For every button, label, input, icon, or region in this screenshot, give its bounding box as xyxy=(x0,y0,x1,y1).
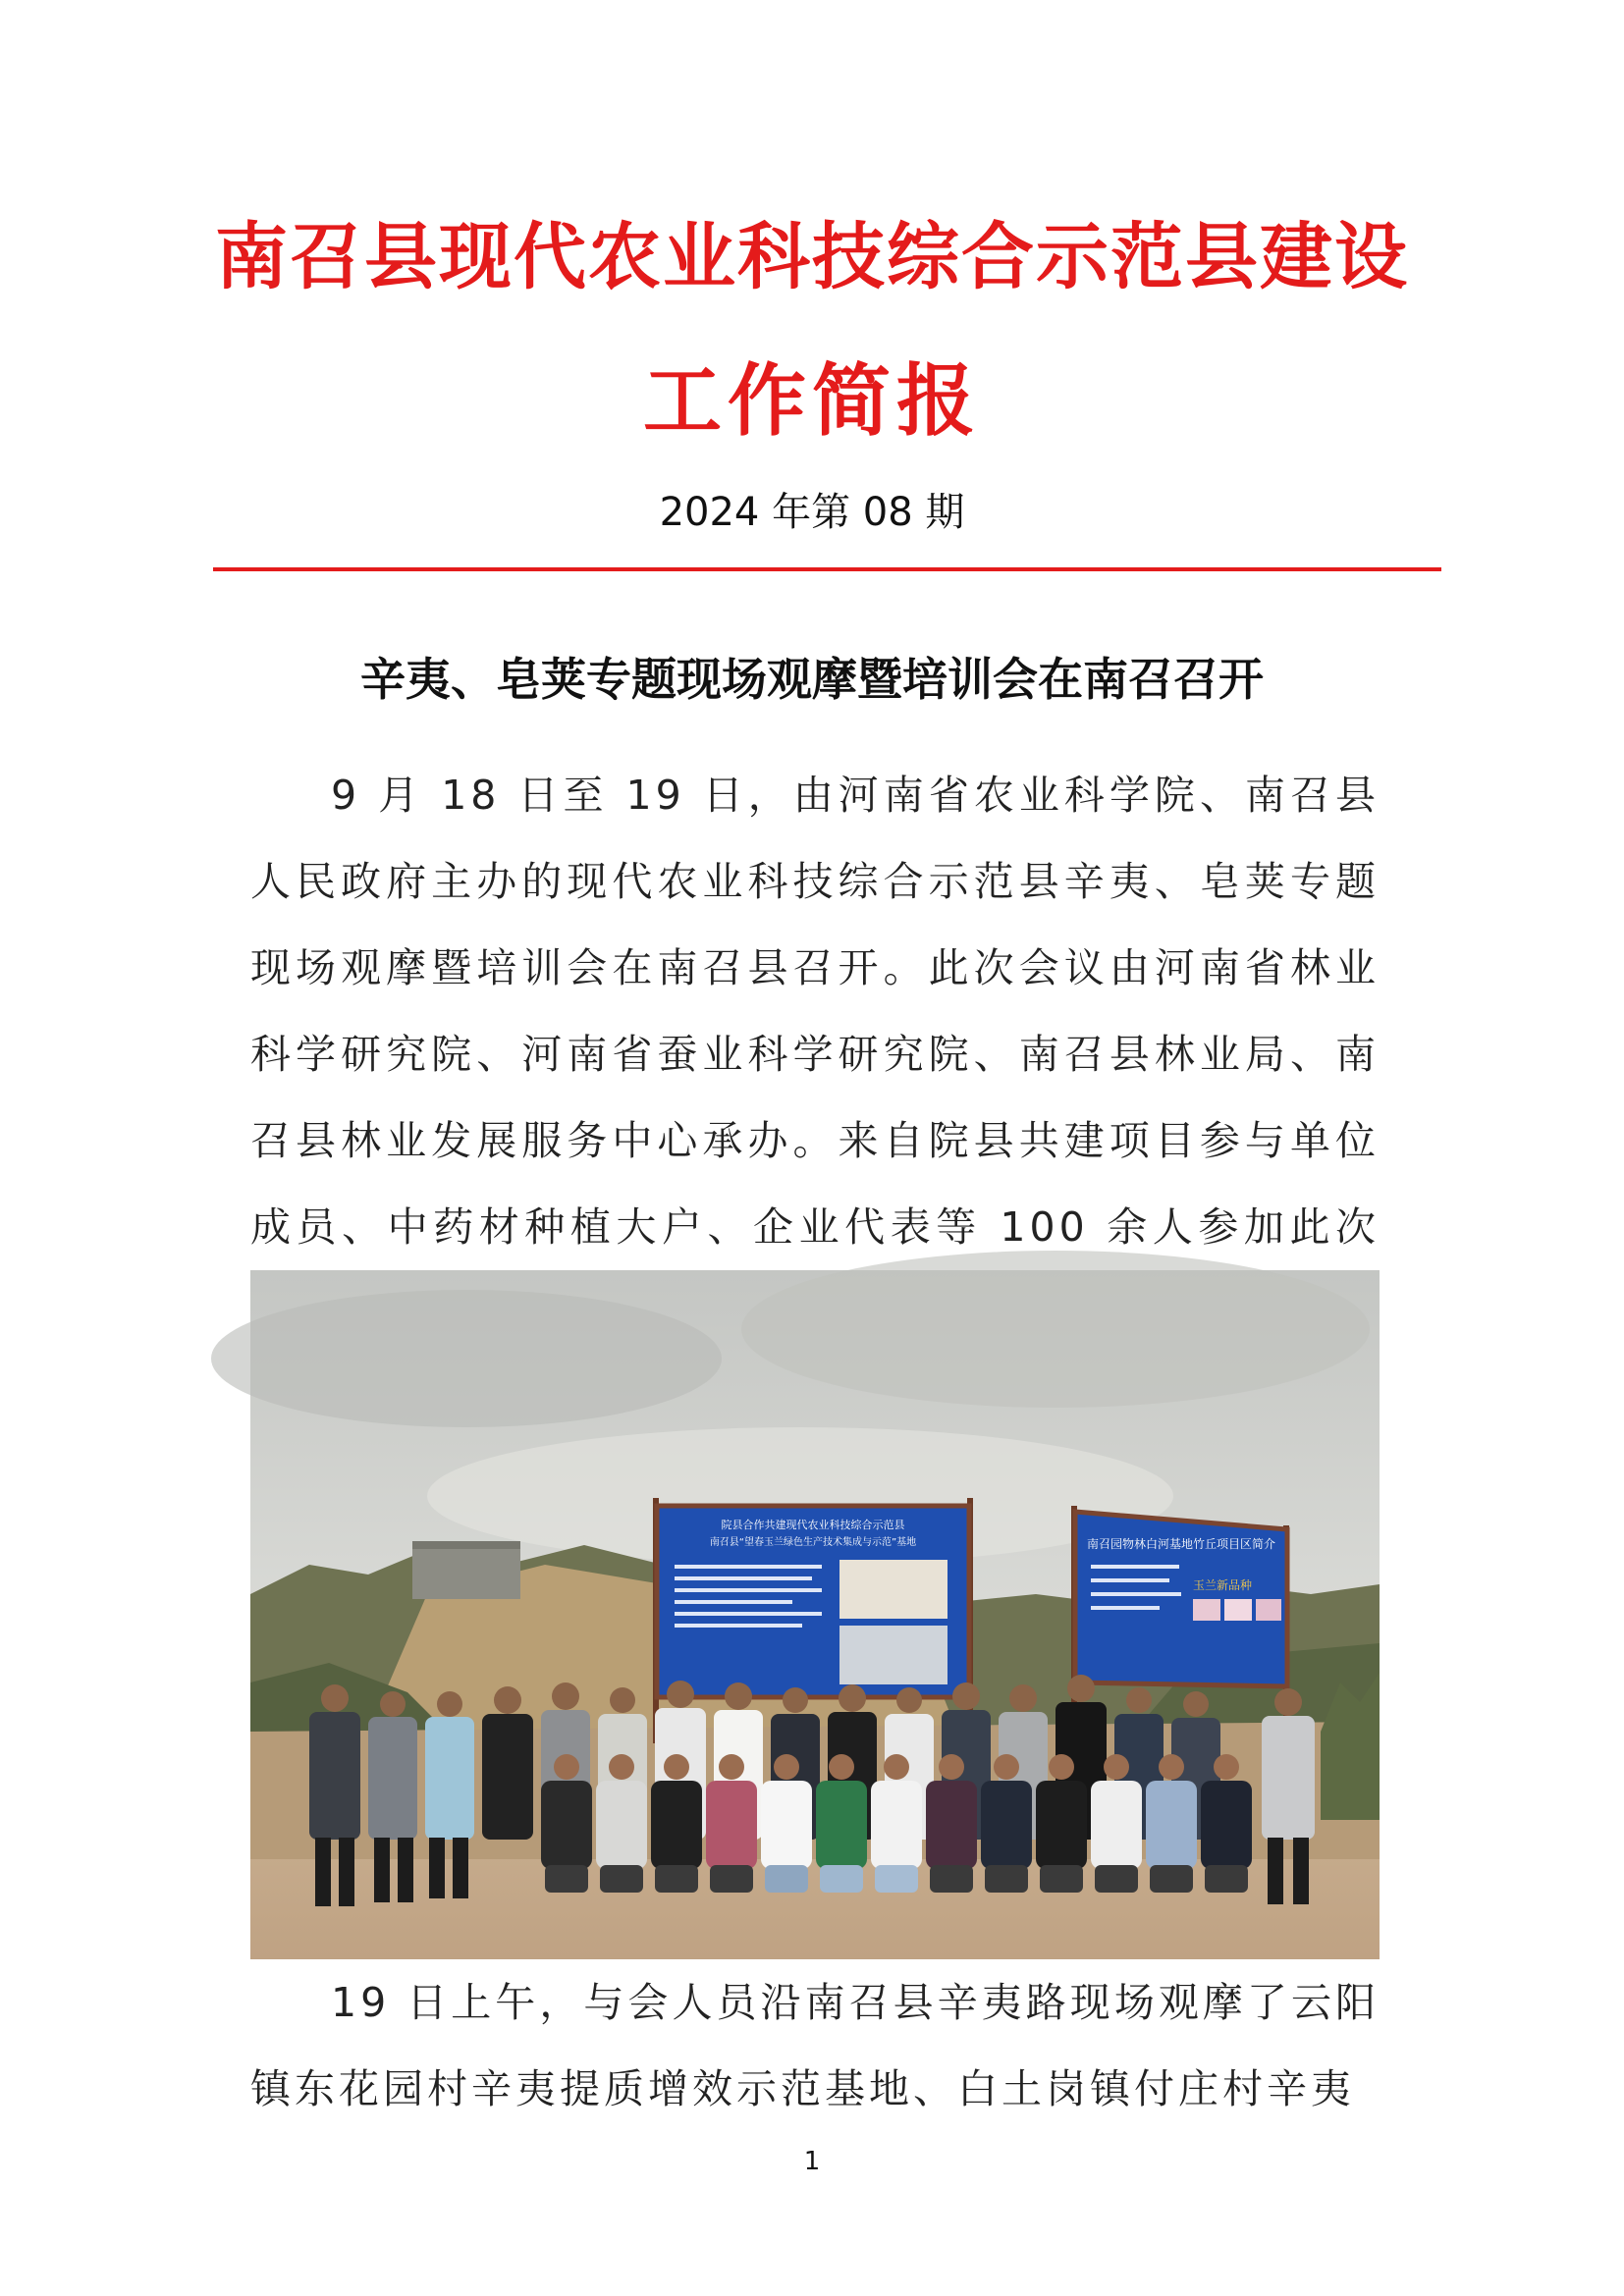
sign-right-title: 南召园物林白河基地竹丘项目区简介 xyxy=(1086,1537,1276,1551)
issue-number: 2024 年第 08 期 xyxy=(659,490,965,535)
masthead-divider xyxy=(213,567,1441,571)
article-paragraph-2: 19 日上午，与会人员沿南召县辛夷路现场观摩了云阳镇东花园村辛夷提质增效示范基地、白土岗镇付庄村辛夷 xyxy=(250,1979,1380,2112)
sign-left-line1: 院县合作共建现代农业科技综合示范县 xyxy=(721,1519,905,1531)
masthead-subtitle: 工作简报 xyxy=(643,354,981,447)
article-headline: 辛夷、皂荚专题现场观摩暨培训会在南召召开 xyxy=(360,653,1264,706)
sign-right-subtitle: 玉兰新品种 xyxy=(1192,1578,1253,1592)
masthead-title: 南召县现代农业科技综合示范县建设 xyxy=(215,215,1409,299)
page-number: 1 xyxy=(803,2147,821,2176)
article-paragraph-1: 9 月 18 日至 19 日，由河南省农业科学院、南召县人民政府主办的现代农业科技综合示范县辛夷、皂荚专题现场观摩暨培训会在南召县召开。此次会议由河南省林业科学研究院、河南省蚕业科学研究院、南召县林业局、南召县林业发展服务中心承办。来自院县共建项目参与单位成员、中药材种植大户、企业代表等 100 余人参加此次 xyxy=(250,772,1380,1251)
group-photo xyxy=(250,1270,1380,1959)
sign-left-line2: 南召县“望春玉兰绿色生产技术集成与示范”基地 xyxy=(709,1537,917,1548)
